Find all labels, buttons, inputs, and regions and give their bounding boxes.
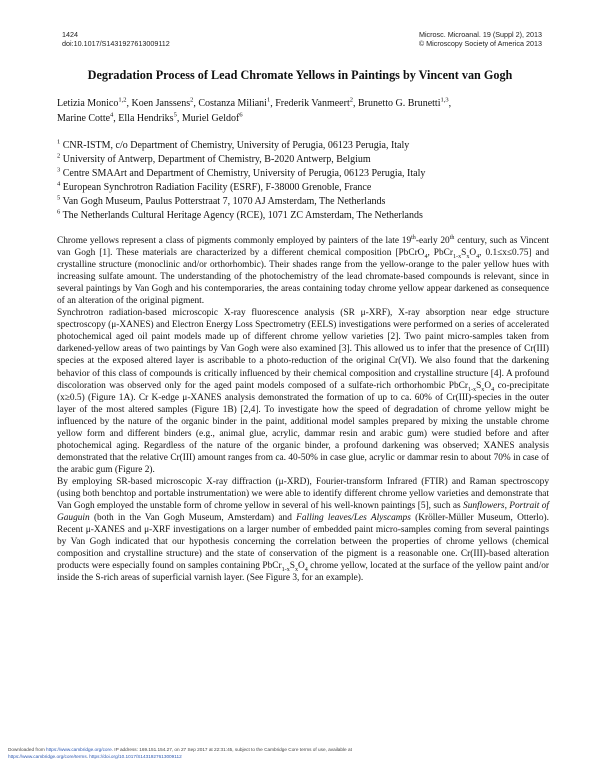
author: Letizia Monico <box>57 98 119 109</box>
author-affil-mark: 6 <box>239 111 243 119</box>
author-affil-mark: 2 <box>190 96 194 104</box>
page-number: 1424 <box>62 30 78 39</box>
author: Costanza Miliani <box>198 98 267 109</box>
author: Ella Hendriks <box>118 112 174 124</box>
abstract-body <box>57 235 549 584</box>
author-affil-mark: 2 <box>349 96 353 104</box>
core-link[interactable]: https://www.cambridge.org/core <box>46 747 112 752</box>
author: Brunetto G. Brunetti <box>357 98 441 109</box>
author: Marine Cotte <box>57 112 111 124</box>
affiliation: $^4$ European Synchrotron Radiation Facility (ESRF), F-38000 Grenoble, France <box>57 180 372 193</box>
author-affil-mark: 1,2 <box>118 96 127 104</box>
affiliation: $^6$ The Netherlands Cultural Heritage Agency (RCE), 1071 ZC Amsterdam, The Netherlands <box>57 208 423 221</box>
journal-citation: Microsc. Microanal. 19 (Suppl 2), 2013 <box>418 30 542 39</box>
affiliation: $^2$ University of Antwerp, Department of Chemistry, B-2020 Antwerp, Belgium <box>57 152 371 165</box>
author-list: Letizia Monico$^{1,2}$, Koen Janssens$^2$, Costanza Miliani$^1$, Frederik Vanmeert$^2$, Brunetto G. Brunetti$^{1,3}$, Marine Cotte$^4$, Ella Hendriks$^5$, Muriel Geldof$^6$ <box>57 96 452 124</box>
paragraph: Chrome yellows represent a class of pigments commonly employed by painters of the late 19th-early 20th century, such as Vincent van Gogh [1]. These materials are characterized by a different chemical composition [PbCrO$_4$, $PbCr_{1-x}S_xO_4$, 0.1≤x≤0.75] and crystalline structure (monoclinic and/or orthorhombic). Their shades range from the yellow-orange to the paler yellow hues with increasing sulfate amount. The understanding of the photochemistry of the lead chromate-based compounds is relevant, since in several paintings by Van Gogh and his contemporaries, the areas containing today chrome yellow appear darkened as consequence of an alteration of the original pigment. <box>57 234 550 307</box>
doi: doi:10.1017/S1431927613009112 <box>62 39 170 48</box>
paragraph: Synchrotron radiation-based microscopic X-ray fluorescence analysis (SR μ-XRF), X-ray absorption near edge structure spectroscopy (μ-XANES) and Electron Energy Loss Spectrometry (EELS) investigations were performed on a series of accelerated photochemical aged oil paint models made up of different chrome yellow varieties [2]. Two paint micro-samples taken from darkened-yellow areas of two paintings by Van Gogh were also examined [3]. This allowed us to infer that the presence of Cr(III) species at the exposed altered layer is ascribable to a photo-reduction of the original Cr(VI). We also found that the darkening behavior of this class of compounds is critically influenced by their chemical composition and crystalline structure [4]. A profound discoloration was observed only for the aged paint models composed of a sulfate-rich orthorhombic $PbCr_{1-x}S_xO_4$ co-precipitate (x≥0.5) (Figure 1A). Cr K-edge μ-XANES analysis demonstrated the formation of up to ca. 60% of Cr(III)-species in the outer layer of the most altered samples (Figure 1B) [2,4]. To investigate how the speed of degradation of chrome yellow might be influenced by the nature of the organic binder in the paint, additional model samples prepared by mixing the unstable chrome yellow form and different binders (e.g., animal glue, acrylic, dammar resin and arabic gum) were studied before and after photochemical aging. Regardless of the nature of the organic binder, a profound darkening was observed; XANES analysis demonstrated that the relative Cr(III) amount ranges from ca. 40-50% in case glue, acrylic or dammar resin to about 70% in case of the arabic gum (Figure 2). <box>57 308 549 475</box>
author: Frederik Vanmeert <box>275 98 350 109</box>
running-header-left <box>62 30 170 48</box>
author: Muriel Geldof <box>181 112 240 124</box>
author-affil-mark: 1 <box>266 96 271 104</box>
doi-link[interactable]: https://doi.org/10.1017/S1431927613009112 <box>89 754 182 759</box>
running-header-right <box>419 30 542 48</box>
copyright: © Microscopy Society of America 2013 <box>418 39 542 48</box>
author-affil-mark: 4 <box>110 111 114 119</box>
affiliation: $^5$ Van Gogh Museum, Paulus Potterstraat 7, 1070 AJ Amsterdam, The Netherlands <box>57 194 386 207</box>
author-affil-mark: 5 <box>173 111 177 119</box>
affiliation: $^3$ Centre SMAArt and Department of Chemistry, University of Perugia, 06123 Perugia, Italy <box>57 166 426 179</box>
paragraph: By employing SR-based microscopic X-ray diffraction (μ-XRD), Fourier-transform Infrared (FTIR) and Raman spectroscopy (using both benchtop and portable instrumentation) we were able to identify different chrome yellow varieties and demonstrate that Van Gogh employed the unstable form of chrome yellow in several of his well-known paintings [5], such as Sunflowers, Portrait of Gauguin (both in the Van Gogh Museum, Amsterdam) and Falling leaves/Les Alyscamps (Kröller-Müller Museum, Otterlo). Recent μ-XANES and μ-XRF investigations on a larger number of embedded paint micro-samples coming from several paintings by Van Gogh indicated that our hypothesis concerning the correlation between the properties of chrome yellows (chemical composition and crystalline structure) and the state of conservation of the pigment is a reasonable one. Cr(III)-based alteration products were especially found on samples containing $PbCr_{1-x}S_xO_4$ chrome yellow, located at the surface of the yellow paint and/or inside the S-rich areas of superficial varnish layer. (See Figure 3, for an example). <box>57 476 550 584</box>
terms-link[interactable]: https://www.cambridge.org/core/terms <box>8 754 87 759</box>
author: Koen Janssens <box>131 98 191 109</box>
affiliation-list <box>57 139 547 223</box>
affiliation: $^1$ CNR-ISTM, c/o Department of Chemistry, University of Perugia, 06123 Perugia, Italy <box>57 138 410 151</box>
paper-title: Degradation Process of Lead Chromate Yellows in Paintings by Vincent van Gogh <box>87 68 513 82</box>
download-footer: Downloaded from https://www.cambridge.org/core. IP address: 169.151.154.27, on 27 Sep 2017 at 22:31:45, subject to the Cambridge Core terms of use, available at https://www.cambridge.org/core/terms. https://doi.org/10.1017/S1431927613009112 <box>8 747 352 759</box>
author-affil-mark: 1,3 <box>440 96 449 104</box>
